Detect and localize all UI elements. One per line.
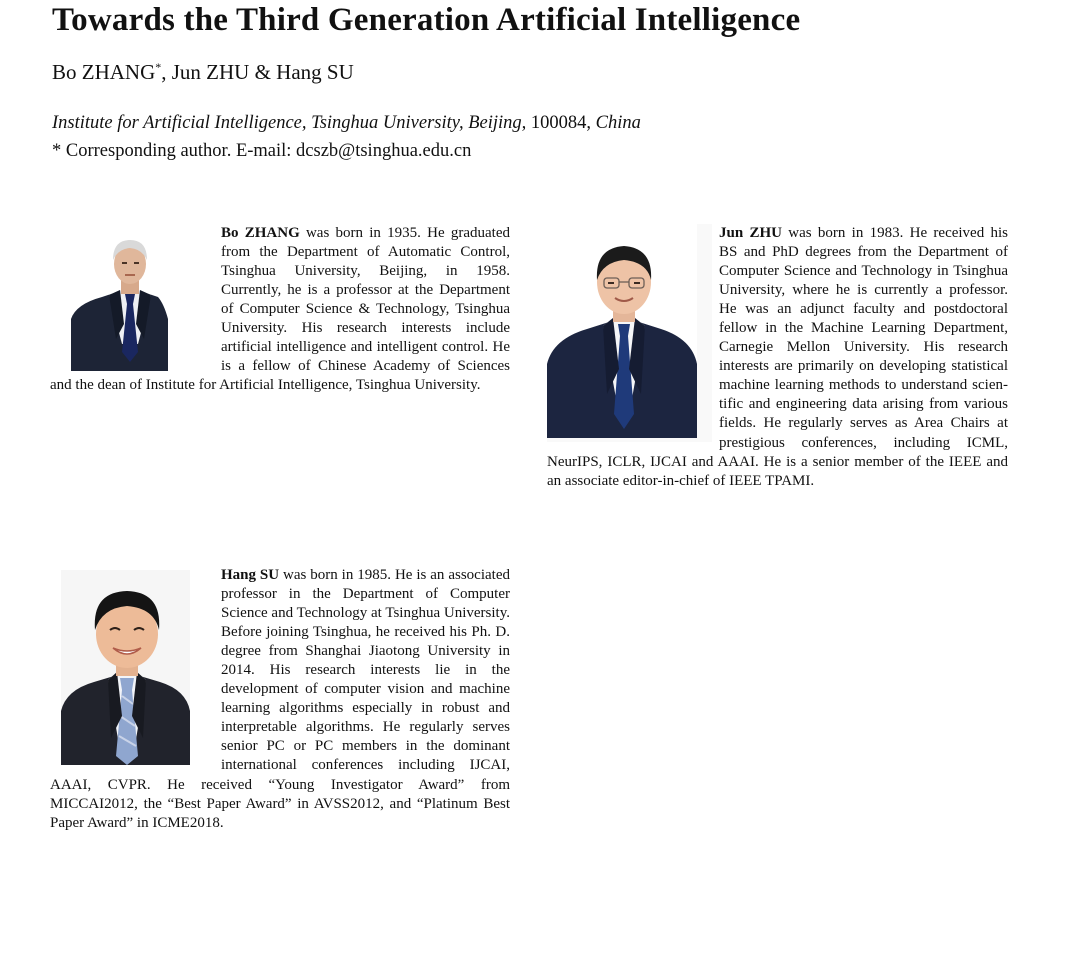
affiliation-country: China — [595, 113, 641, 133]
corresponding-mark: * — [155, 60, 162, 74]
other-authors: , Jun ZHU & Hang SU — [161, 60, 354, 84]
author-line — [52, 60, 354, 85]
affiliation-postcode: 100084, — [526, 113, 596, 133]
bio-bo-zhang — [50, 224, 510, 395]
corresponding-author-note: * Corresponding author. E-mail: dcszb@tsinghua.edu.cn — [52, 141, 472, 161]
photo-bo-zhang — [50, 224, 215, 376]
bio-name-jun-zhu: Jun ZHU — [719, 225, 782, 241]
bio-text-bo-zhang: was born in 1935. He graduated from the Department of Automatic Control, Tsinghua University, Beijing, in 1958. Currently, he is a professor at the Department of Computer Science & Technology, Tsinghua University. His research interests include artificial intelligence and intelligent control. He is a fellow of Chinese Academy of Sciences and the dean of Institute for Artificial Intelligence, Tsinghua University. — [50, 225, 510, 394]
affiliation — [52, 113, 641, 134]
bio-jun-zhu — [547, 224, 1008, 491]
bio-hang-su — [50, 566, 510, 833]
author-bo-zhang: Bo ZHANG — [52, 60, 156, 84]
photo-hang-su — [50, 566, 214, 766]
bio-text-jun-zhu: was born in 1983. He received his BS and PhD degrees from the Department of Computer Science and Technology in Tsinghua University, where he is currently a professor. He was an adjunct faculty and postdoctoral fellow in the Machine Learning Department, Carnegie Mellon University. His research interests are primarily on developing statistical machine learning methods to understand scientific and engineering data arising from various fields. He regularly serves as Area Chairs at prestigious conferences, including ICML, NeurIPS, ICLR, IJCAI and AAAI. He is a senior member of the IEEE and an associate editor-in-chief of IEEE TPAMI. — [547, 225, 1008, 489]
bio-name-hang-su: Hang SU — [221, 567, 280, 583]
paper-title: Towards the Third Generation Artificial Intelligence — [52, 2, 801, 38]
bio-text-hang-su: was born in 1985. He is an associated professor in the Department of Computer Science and Technology at Tsinghua University. Before joining Tsinghua, he received his Ph. D. degree from Shanghai Jiaotong University in 2014. His research interests lie in the development of computer vision and machine learning algorithms especially in robust and interpretable algorithms. He regularly serves senior PC or PC members in the dominant international conferences including IJCAI, AAAI, CVPR. He received “Young Investigator Award” from MICCAI2012, the “Best Paper Award” in AVSS2012, and “Platinum Best Paper Award” in ICME2018. — [50, 567, 510, 831]
bio-name-bo-zhang: Bo ZHANG — [221, 225, 300, 241]
photo-jun-zhu — [547, 224, 712, 442]
affiliation-institute: Institute for Artificial Intelligence, Tsinghua University, Beijing, — [52, 113, 527, 133]
